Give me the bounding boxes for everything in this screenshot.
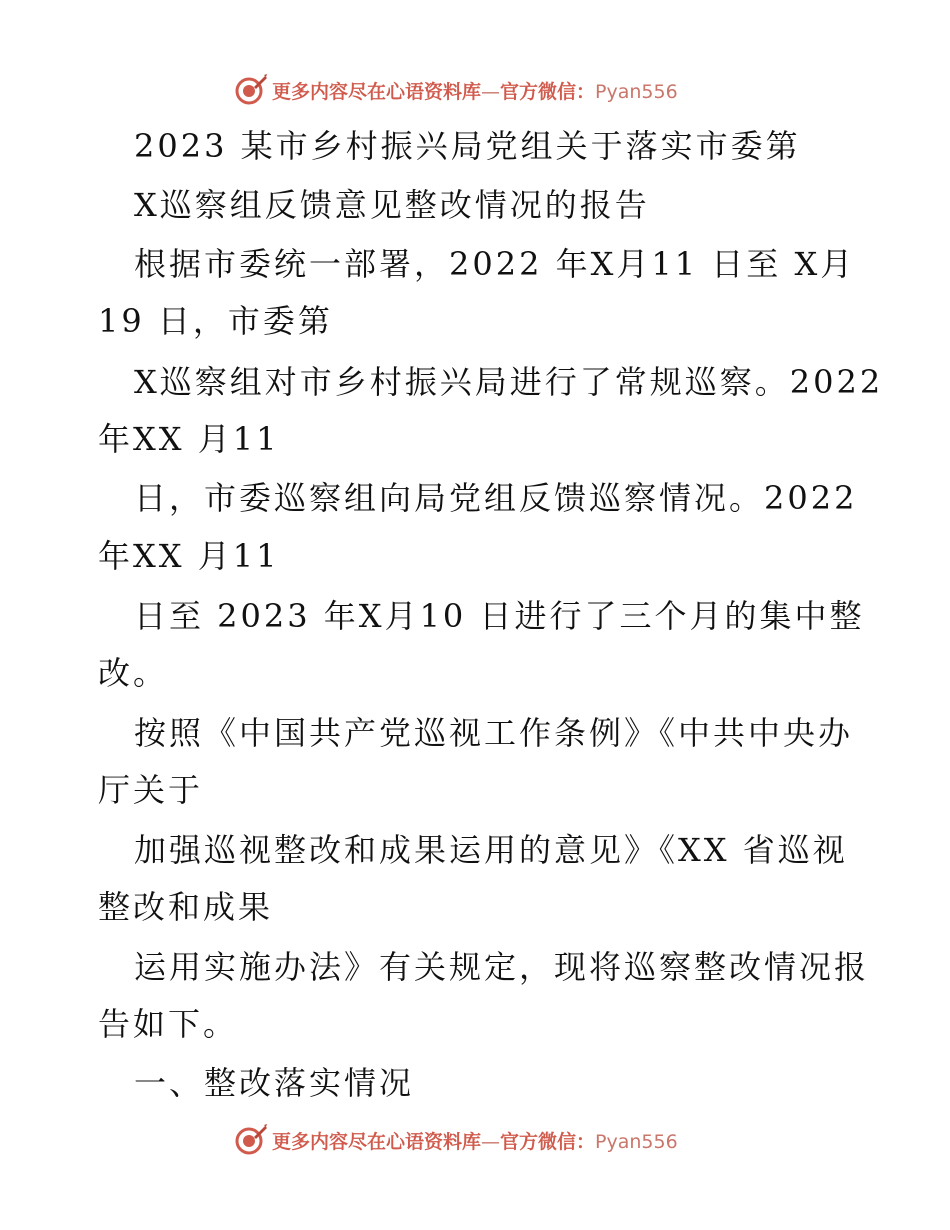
paragraph-line: 19 日，市委第: [98, 302, 333, 340]
watermark-wechat-id: Pyan556: [595, 1130, 678, 1153]
watermark-wechat-id: Pyan556: [595, 80, 678, 103]
watermark-text: [272, 1127, 678, 1154]
paragraph-line: X巡察组对市乡村振兴局进行了常规巡察。2022: [134, 363, 884, 401]
watermark-wechat-label: 官方微信：: [500, 80, 596, 103]
paragraph-line: 按照《中国共产党巡视工作条例》《中共中央办: [134, 714, 854, 752]
watermark-footer: [234, 1120, 678, 1160]
paragraph-line: 加强巡视整改和成果运用的意见》《XX 省巡视: [134, 831, 848, 869]
watermark-brand: 更多内容尽在心语资料库: [272, 1130, 482, 1153]
paragraph-line: 运用实施办法》有关规定，现将巡察整改情况报: [134, 948, 870, 986]
title-line-1: 2023 某市乡村振兴局党组关于落实市委第: [134, 127, 801, 165]
title-line-2: X巡察组反馈意见整改情况的报告: [134, 186, 650, 224]
paragraph-line: 年XX 月11: [98, 420, 280, 458]
pen-nib-circle-icon: [234, 1123, 268, 1157]
paragraph-line: 厅关于: [98, 771, 204, 809]
paragraph-line: 告如下。: [98, 1005, 239, 1043]
paragraph-line: 日至 2023 年X月10 日进行了三个月的集中整: [134, 597, 865, 635]
section-heading: 一、整改落实情况: [134, 1064, 415, 1102]
paragraph-line: 改。: [98, 654, 169, 692]
paragraph-line: 整改和成果: [98, 888, 274, 926]
paragraph-line: 根据市委统一部署，2022 年X月11 日至 X月: [134, 245, 856, 283]
paragraph-line: 年XX 月11: [98, 537, 280, 575]
paragraph-line: 日，市委巡察组向局党组反馈巡察情况。2022: [134, 479, 858, 517]
watermark-brand: 更多内容尽在心语资料库: [272, 80, 482, 103]
watermark-wechat-label: 官方微信：: [500, 1130, 596, 1153]
watermark-separator: —: [481, 80, 501, 103]
watermark-separator: —: [481, 1130, 501, 1153]
